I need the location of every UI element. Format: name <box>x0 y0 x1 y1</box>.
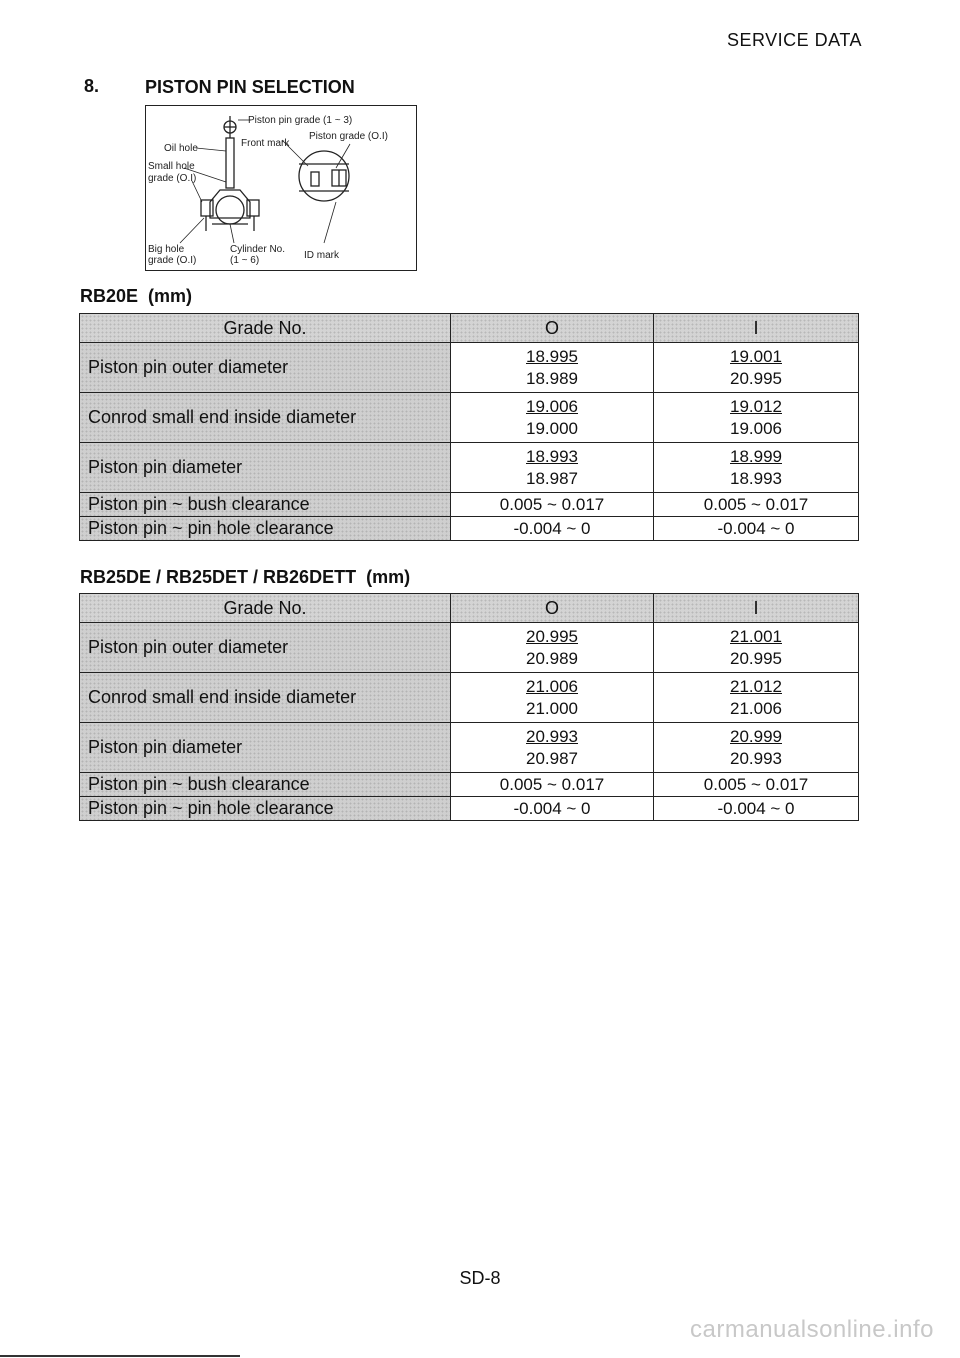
section-title: PISTON PIN SELECTION <box>145 77 355 97</box>
value-o: 20.993 20.987 <box>451 723 654 773</box>
row-label: Piston pin diameter <box>80 443 451 493</box>
label-piston-grade: Piston grade (O.I) <box>309 131 388 142</box>
table-row <box>80 443 859 493</box>
label-cylinder-no-2: (1 ~ 6) <box>230 255 260 266</box>
table1-engine: RB20E <box>80 286 139 306</box>
table-row <box>80 797 859 821</box>
value-i: 21.012 21.006 <box>654 673 859 723</box>
value-o: 18.995 18.989 <box>451 343 654 393</box>
table-row <box>80 493 859 517</box>
table1-title <box>80 286 192 307</box>
row-label: Piston pin outer diameter <box>80 343 451 393</box>
row-label: Conrod small end inside diameter <box>80 393 451 443</box>
row-label: Piston pin ~ pin hole clearance <box>80 517 451 541</box>
row-label: Conrod small end inside diameter <box>80 673 451 723</box>
label-front-mark: Front mark <box>241 138 290 149</box>
label-big-hole-2: grade (O.I) <box>148 255 197 266</box>
value-o: 19.006 19.000 <box>451 393 654 443</box>
row-label: Piston pin ~ pin hole clearance <box>80 797 451 821</box>
bottom-rule <box>0 1355 240 1357</box>
value-o: 0.005 ~ 0.017 <box>451 773 654 797</box>
label-big-hole-1: Big hole <box>148 244 185 255</box>
label-piston-pin-grade: Piston pin grade (1 ~ 3) <box>248 115 353 126</box>
table2-engine: RB25DE / RB25DET / RB26DETT <box>80 567 357 587</box>
row-label: Piston pin outer diameter <box>80 623 451 673</box>
connecting-rod-drawing <box>201 116 259 231</box>
section-number: 8. <box>84 76 100 96</box>
header-grade-no: Grade No. <box>80 594 451 623</box>
table2-title <box>80 567 410 588</box>
value-i: 20.999 20.993 <box>654 723 859 773</box>
table-row <box>80 723 859 773</box>
value-o: 0.005 ~ 0.017 <box>451 493 654 517</box>
value-i: 19.012 19.006 <box>654 393 859 443</box>
table-row <box>80 393 859 443</box>
value-i: -0.004 ~ 0 <box>654 517 859 541</box>
header-grade-no: Grade No. <box>80 314 451 343</box>
table-row <box>80 773 859 797</box>
table-row <box>80 623 859 673</box>
table2 <box>79 593 859 821</box>
label-small-hole-2: grade (O.I) <box>148 173 197 184</box>
value-i: 19.001 20.995 <box>654 343 859 393</box>
watermark: carmanualsonline.info <box>690 1316 934 1343</box>
table-row <box>80 343 859 393</box>
value-o: 21.006 21.000 <box>451 673 654 723</box>
value-i: 0.005 ~ 0.017 <box>654 493 859 517</box>
value-o: -0.004 ~ 0 <box>451 517 654 541</box>
table-row <box>80 517 859 541</box>
value-i: 18.999 18.993 <box>654 443 859 493</box>
row-label: Piston pin ~ bush clearance <box>80 773 451 797</box>
label-oil-hole: Oil hole <box>164 143 198 154</box>
header-col-i: I <box>654 594 859 623</box>
table2-unit: (mm) <box>366 567 411 587</box>
table1-unit: (mm) <box>148 286 193 306</box>
header-col-o: O <box>451 594 654 623</box>
table-header-row <box>80 594 859 623</box>
label-small-hole-1: Small hole <box>148 161 195 172</box>
table-header-row <box>80 314 859 343</box>
header-col-i: I <box>654 314 859 343</box>
value-o: -0.004 ~ 0 <box>451 797 654 821</box>
page-number: SD-8 <box>459 1268 501 1288</box>
label-id-mark: ID mark <box>304 250 339 261</box>
value-o: 18.993 18.987 <box>451 443 654 493</box>
page-header: SERVICE DATA <box>726 30 862 50</box>
table-row <box>80 673 859 723</box>
header-col-o: O <box>451 314 654 343</box>
value-o: 20.995 20.989 <box>451 623 654 673</box>
row-label: Piston pin diameter <box>80 723 451 773</box>
piston-pin-diagram <box>145 105 417 271</box>
value-i: 0.005 ~ 0.017 <box>654 773 859 797</box>
value-i: 21.001 20.995 <box>654 623 859 673</box>
label-cylinder-no-1: Cylinder No. <box>230 244 286 255</box>
row-label: Piston pin ~ bush clearance <box>80 493 451 517</box>
value-i: -0.004 ~ 0 <box>654 797 859 821</box>
table1 <box>79 313 859 541</box>
